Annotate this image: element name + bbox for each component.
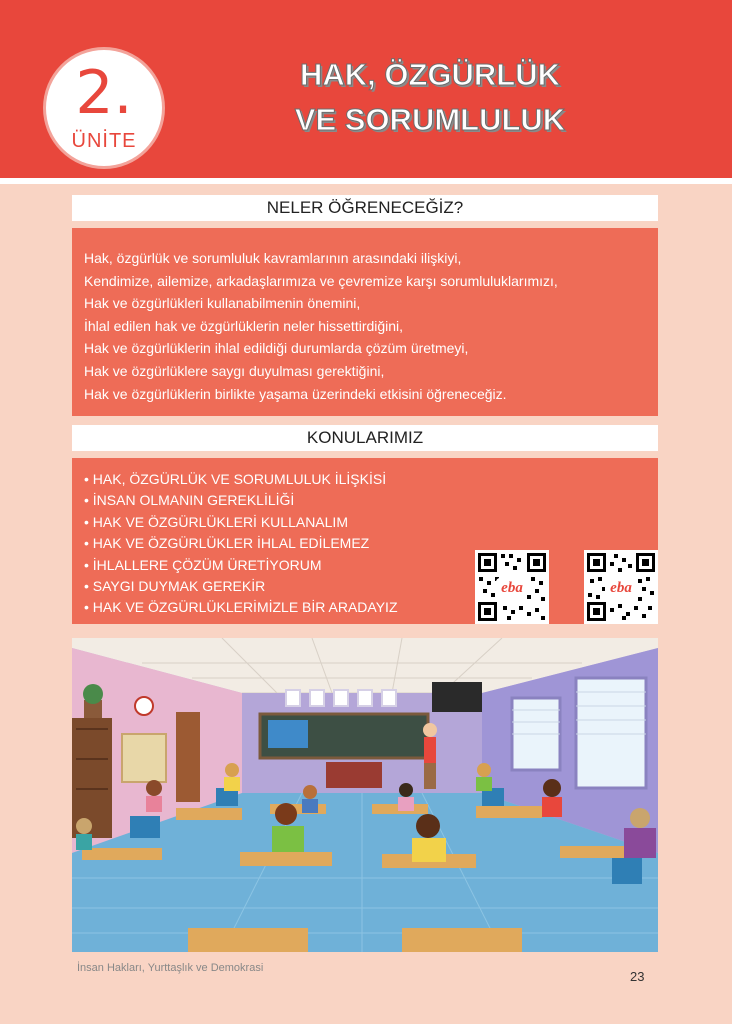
goals-list [84,247,558,405]
unit-badge [46,50,162,166]
topic-item[interactable]: • SAYGI DUYMAK GEREKİR [84,578,266,595]
goal-item: Hak ve özgürlüklerin ihlal edildiği durumlarda çözüm üretmeyi, [84,340,469,357]
topic-item[interactable]: • HAK VE ÖZGÜRLÜKLERİ KULLANALIM [84,513,348,530]
topic-item[interactable]: • HAK, ÖZGÜRLÜK VE SORUMLULUK İLİŞKİSİ [84,471,387,487]
qr-code-1[interactable] [475,550,549,624]
header-divider [0,178,732,184]
topic-item[interactable]: • HAK VE ÖZGÜRLÜKLERİMİZLE BİR ARADAYIZ [84,599,398,616]
book-title: İnsan Hakları, Yurttaşlık ve Demokrasi [77,962,264,974]
goal-item: Kendimize, ailemize, arkadaşlarımıza ve çevremize karşı sorumluluklarımızı, [84,272,558,289]
topics-heading: KONULARIMIZ [72,425,658,451]
page-number: 23 [630,969,645,984]
goal-item: Hak ve özgürlüklerin birlikte yaşama üzerindeki etkisini öğreneceğiz. [84,385,507,402]
goal-item: İhlal edilen hak ve özgürlüklerin neler hissettirdiğini, [84,317,404,334]
qr-logo-text: eba [501,580,523,596]
unit-title-line-1: HAK, ÖZGÜRLÜK [299,57,561,92]
unit-label: ÜNİTE [71,130,137,152]
topics-list [84,469,398,619]
unit-title [230,52,630,142]
qr-code-icon [584,550,658,624]
goal-item: Hak ve özgürlüklere saygı duyulması gerektiğini, [84,362,385,379]
classroom-illustration-image [72,638,658,952]
qr-code-icon [475,550,549,624]
topic-item[interactable]: • İHLALLERE ÇÖZÜM ÜRETİYORUM [84,556,322,573]
topic-item[interactable]: • İNSAN OLMANIN GEREKLİLİĞİ [84,492,295,509]
goal-item: Hak, özgürlük ve sorumluluk kavramlarının arasındaki ilişkiyi, [84,250,462,266]
classroom-illustration [72,638,658,952]
goals-heading: NELER ÖĞRENECEĞİZ? [72,195,658,221]
unit-title-line-2: VE SORUMLULUK [294,102,566,137]
unit-number: 2. [75,58,133,128]
qr-logo-text: eba [610,580,632,596]
goal-item: Hak ve özgürlükleri kullanabilmenin önemini, [84,295,361,312]
topic-item[interactable]: • HAK VE ÖZGÜRLÜKLER İHLAL EDİLEMEZ [84,535,370,552]
qr-code-2[interactable] [584,550,658,624]
